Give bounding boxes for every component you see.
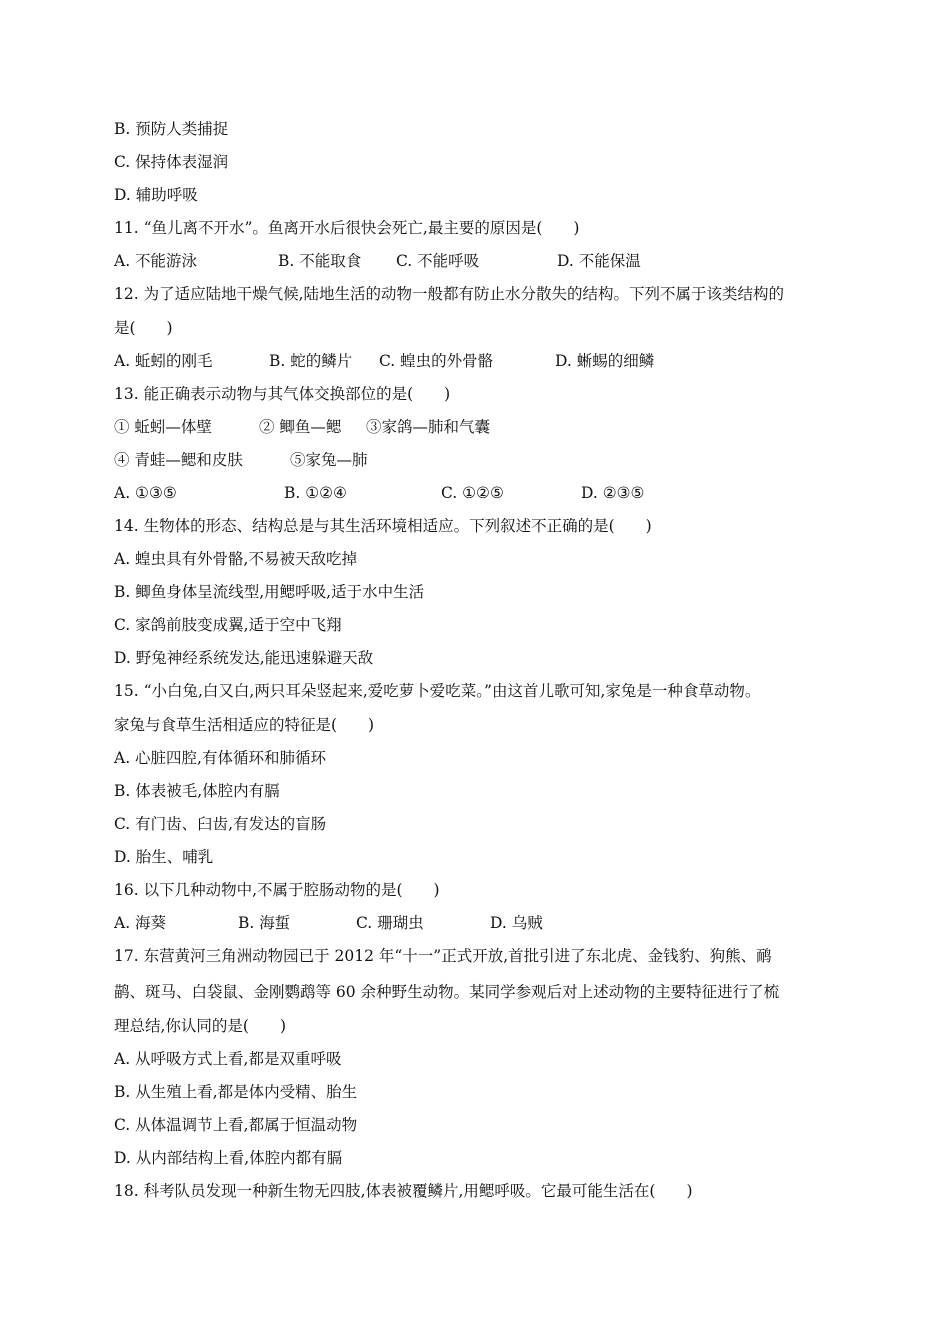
q16-option-a: A. 海葵 <box>114 914 167 932</box>
q14-option-c: C. 家鸽前肢变成翼,适于空中飞翔 <box>114 616 342 634</box>
q13-option-b: B. ①②④ <box>284 484 347 502</box>
q15-stem-line2: 家兔与食草生活相适应的特征是( ) <box>114 716 375 734</box>
q17-option-d: D. 从内部结构上看,体腔内都有膈 <box>114 1149 343 1167</box>
q10-option-b: B. 预防人类捕捉 <box>114 120 229 138</box>
q13-item-2: ② 鲫鱼—鳃 <box>259 418 342 436</box>
q13-option-c: C. ①②⑤ <box>441 484 504 502</box>
q13-option-a: A. ①③⑤ <box>114 484 177 502</box>
q17-stem-line2: 鹋、斑马、白袋鼠、金刚鹦鹉等 60 余种野生动物。某同学参观后对上述动物的主要特征进行了梳 <box>114 983 780 1001</box>
q12-option-c: C. 蝗虫的外骨骼 <box>379 352 494 370</box>
q14-option-d: D. 野兔神经系统发达,能迅速躲避天敌 <box>114 649 374 667</box>
q16-option-d: D. 乌贼 <box>490 914 543 932</box>
q11-option-c: C. 不能呼吸 <box>396 252 480 270</box>
q12-option-a: A. 蚯蚓的刚毛 <box>114 352 213 370</box>
q15-option-d: D. 胎生、哺乳 <box>114 848 214 866</box>
q12-option-b: B. 蛇的鳞片 <box>269 352 353 370</box>
q16-stem: 16. 以下几种动物中,不属于腔肠动物的是( ) <box>114 881 440 899</box>
q12-stem-line2: 是( ) <box>114 319 173 337</box>
q11-option-b: B. 不能取食 <box>278 252 362 270</box>
q13-item-1: ① 蚯蚓—体壁 <box>114 418 212 436</box>
q16-option-b: B. 海蜇 <box>238 914 291 932</box>
q14-stem: 14. 生物体的形态、结构总是与其生活环境相适应。下列叙述不正确的是( ) <box>114 517 652 535</box>
q10-option-c: C. 保持体表湿润 <box>114 153 229 171</box>
q17-option-a: A. 从呼吸方式上看,都是双重呼吸 <box>114 1050 342 1068</box>
q13-item-3: ③家鸽—肺和气囊 <box>366 418 491 436</box>
q13-option-d: D. ②③⑤ <box>581 484 645 502</box>
q13-item-5: ⑤家兔—肺 <box>290 451 368 469</box>
q11-option-d: D. 不能保温 <box>557 252 641 270</box>
q17-stem-line3: 理总结,你认同的是( ) <box>114 1017 287 1035</box>
q17-option-c: C. 从体温调节上看,都属于恒温动物 <box>114 1116 358 1134</box>
q18-stem: 18. 科考队员发现一种新生物无四肢,体表被覆鳞片,用鳃呼吸。它最可能生活在( ) <box>114 1182 693 1200</box>
q14-option-b: B. 鲫鱼身体呈流线型,用鳃呼吸,适于水中生活 <box>114 583 425 601</box>
q13-stem: 13. 能正确表示动物与其气体交换部位的是( ) <box>114 385 451 403</box>
q12-option-d: D. 蜥蜴的细鳞 <box>555 352 655 370</box>
q15-option-c: C. 有门齿、臼齿,有发达的盲肠 <box>114 815 327 833</box>
q11-option-a: A. 不能游泳 <box>114 252 198 270</box>
q16-option-c: C. 珊瑚虫 <box>356 914 424 932</box>
q15-option-a: A. 心脏四腔,有体循环和肺循环 <box>114 749 326 767</box>
q14-option-a: A. 蝗虫具有外骨骼,不易被天敌吃掉 <box>114 550 357 568</box>
q13-item-4: ④ 青蛙—鳃和皮肤 <box>114 451 243 469</box>
q10-option-d: D. 辅助呼吸 <box>114 186 198 204</box>
q15-stem-line1: 15. “小白兔,白又白,两只耳朵竖起来,爱吃萝卜爱吃菜。”由这首儿歌可知,家兔是一种食草动物。 <box>114 682 761 700</box>
q17-option-b: B. 从生殖上看,都是体内受精、胎生 <box>114 1083 358 1101</box>
q17-stem-line1: 17. 东营黄河三角洲动物园已于 2012 年“十一”正式开放,首批引进了东北虎、金钱豹、狗熊、鸸 <box>114 947 772 965</box>
q12-stem-line1: 12. 为了适应陆地干燥气候,陆地生活的动物一般都有防止水分散失的结构。下列不属于该类结构的 <box>114 285 785 303</box>
q11-stem: 11. “鱼儿离不开水”。鱼离开水后很快会死亡,最主要的原因是( ) <box>114 219 580 237</box>
q15-option-b: B. 体表被毛,体腔内有膈 <box>114 782 280 800</box>
